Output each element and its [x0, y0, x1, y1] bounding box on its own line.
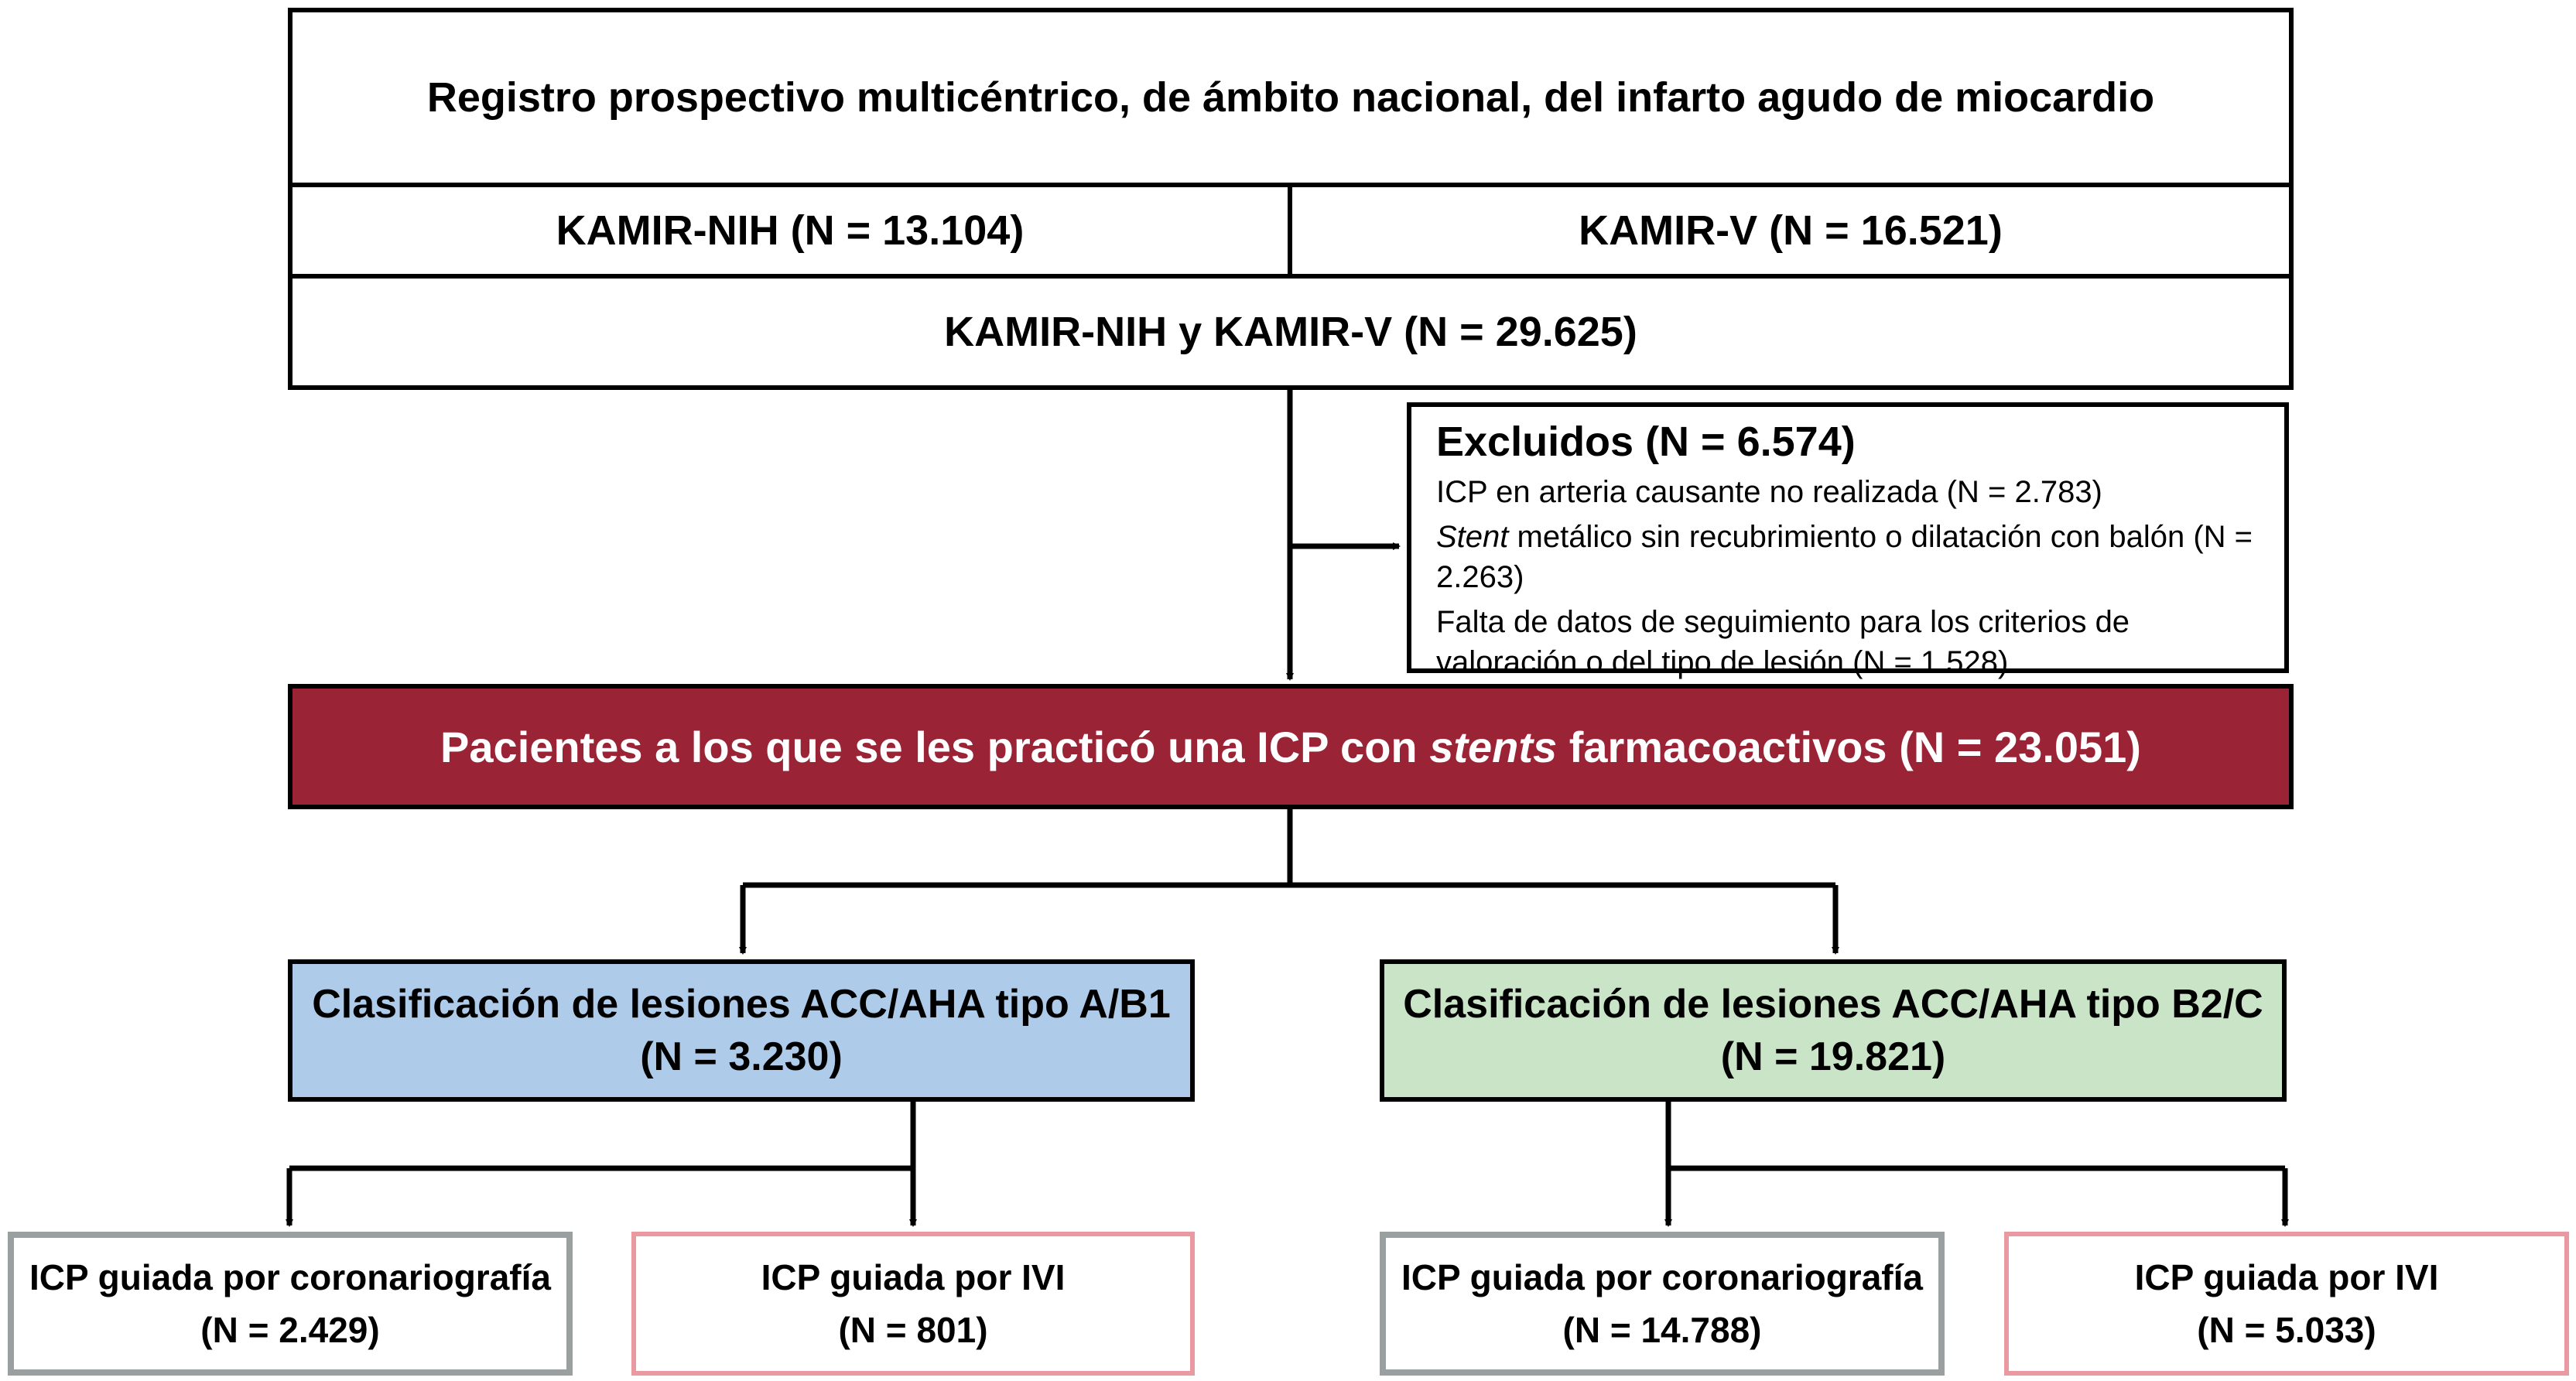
kamir-nih-box: [288, 183, 1292, 279]
leaf-b2c-ivi-box: [2004, 1232, 2569, 1376]
leaf-ab1-ivi-n: (N = 801): [838, 1310, 988, 1350]
excluded-item-missing-data: Falta de datos de seguimiento para los criterios de valoración o del tipo de lesión (N = 1.528): [1436, 605, 2130, 679]
class-b2c-n: (N = 19.821): [1720, 1034, 1946, 1079]
excluded-box: [1407, 402, 2289, 679]
excluded-item-bms-text: metálico sin recubrimiento o dilatación con balón (N = 2.263): [1436, 520, 2253, 594]
excluded-item-no-pci: ICP en arteria causante no realizada (N = 2.783): [1436, 475, 2102, 509]
registry-title: Registro prospectivo multicéntrico, de ámbito nacional, del infarto agudo de miocardio: [426, 74, 2155, 121]
kamir-nih-label: KAMIR-NIH (N = 13.104): [556, 207, 1025, 254]
dca-patients-box: [288, 684, 2294, 809]
dca-text-before: Pacientes a los que se les practicó una ICP con: [440, 722, 1418, 771]
leaf-b2c-ivi-title: ICP guiada por IVI: [2134, 1257, 2439, 1297]
kamir-v-box: [1288, 183, 2294, 279]
leaf-ab1-angio-box: [8, 1232, 573, 1376]
dca-text-after: farmacoactivos (N = 23.051): [1569, 722, 2141, 771]
kamir-combined-label: KAMIR-NIH y KAMIR-V (N = 29.625): [944, 309, 1637, 355]
leaf-b2c-angio-box: [1380, 1232, 1945, 1376]
class-ab1-n: (N = 3.230): [640, 1034, 843, 1079]
kamir-v-label: KAMIR-V (N = 16.521): [1579, 207, 2003, 254]
class-ab1-box: [288, 959, 1195, 1102]
class-ab1-title: Clasificación de lesiones ACC/AHA tipo A/B1: [312, 982, 1171, 1027]
leaf-b2c-angio-title: ICP guiada por coronariografía: [1401, 1257, 1923, 1297]
registry-box: [288, 8, 2294, 187]
leaf-ab1-angio-n: (N = 2.429): [200, 1310, 380, 1350]
leaf-ab1-ivi-box: [631, 1232, 1195, 1376]
class-b2c-box: [1380, 959, 2287, 1102]
kamir-combined-box: [288, 274, 2294, 390]
excluded-item-bms: [1436, 517, 2261, 597]
leaf-ab1-ivi-title: ICP guiada por IVI: [761, 1257, 1066, 1297]
leaf-b2c-ivi-n: (N = 5.033): [2197, 1310, 2376, 1350]
excluded-item-bms-italic: Stent: [1436, 520, 1509, 554]
class-b2c-title: Clasificación de lesiones ACC/AHA tipo B2/C: [1403, 982, 2263, 1027]
leaf-ab1-angio-title: ICP guiada por coronariografía: [29, 1257, 551, 1297]
dca-text-italic: stents: [1429, 722, 1558, 771]
excluded-title: Excluidos (N = 6.574): [1436, 419, 1856, 465]
leaf-b2c-angio-n: (N = 14.788): [1562, 1310, 1762, 1350]
dca-patients-label: [440, 722, 2141, 772]
